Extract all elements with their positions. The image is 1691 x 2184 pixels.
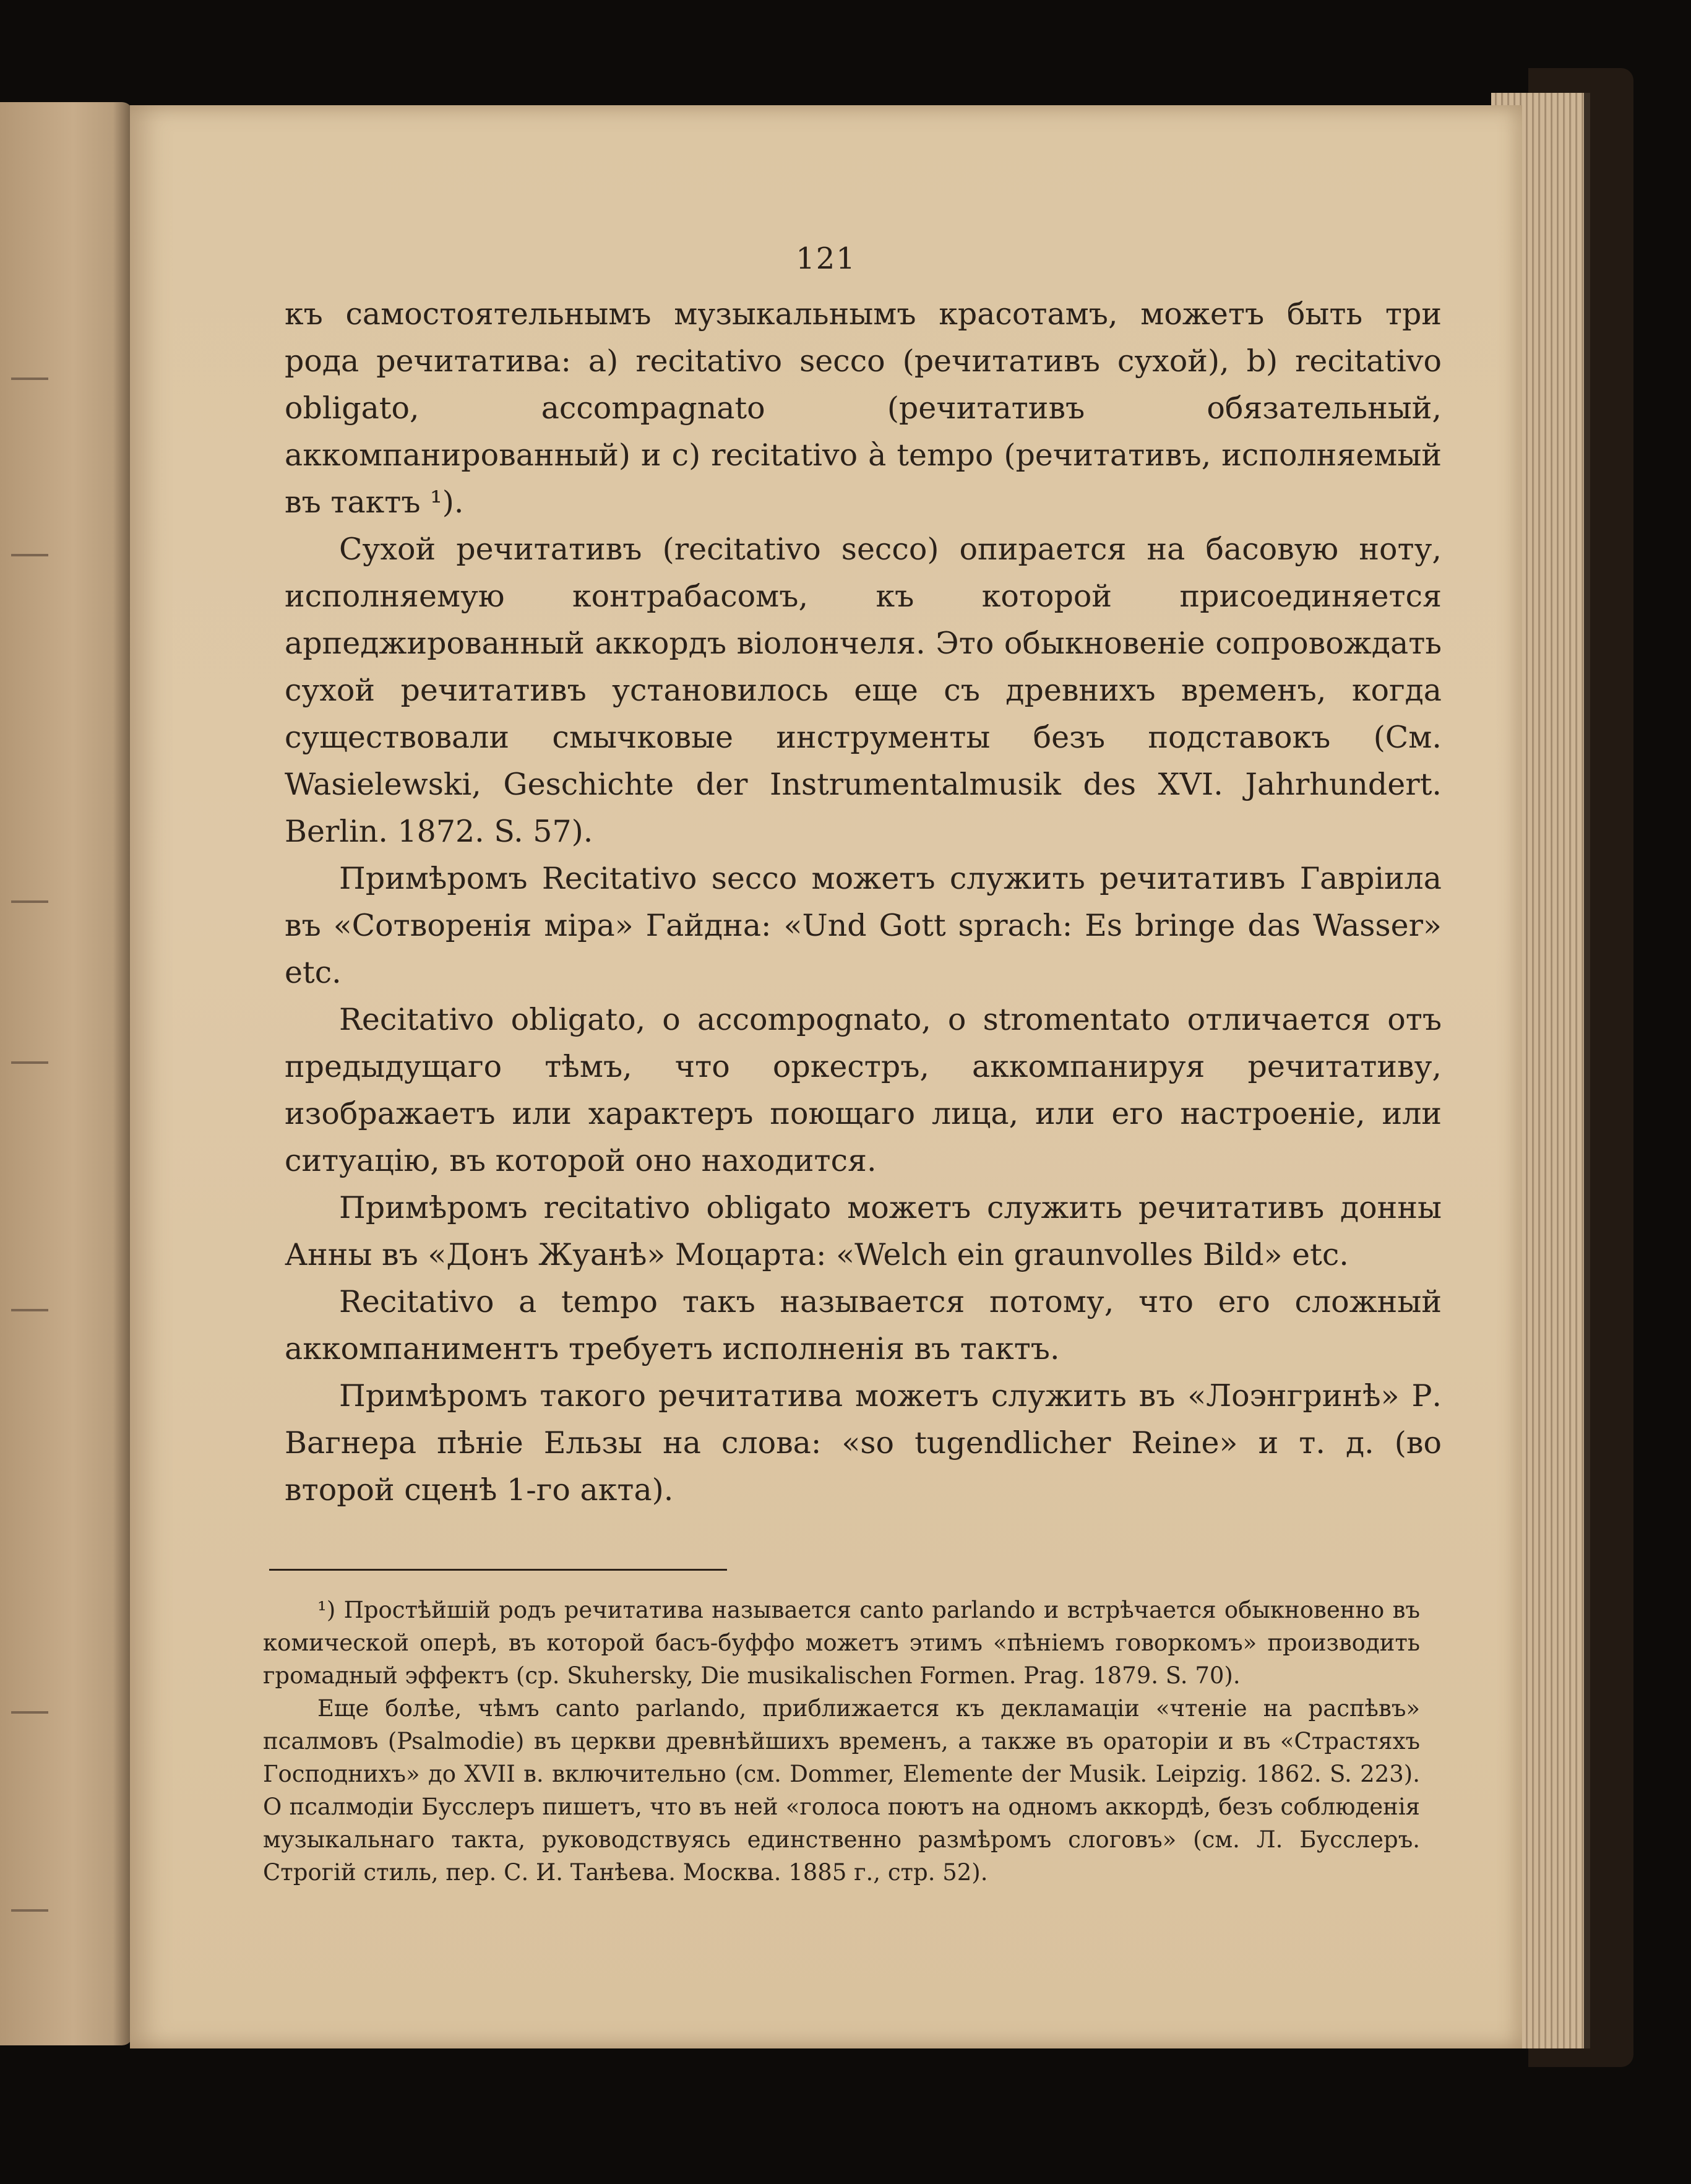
paragraph: Примѣромъ recitativo obligato можетъ служить речитативъ донны Анны въ «Донъ Жуанѣ» Моцарта: «Welch ein graunvolles Bild» etc.: [285, 1190, 1442, 1272]
page-number: 121: [796, 241, 856, 276]
book-page: [130, 105, 1522, 2048]
paragraph: къ самостоятельнымъ музыкальнымъ красотамъ, можетъ быть три рода речитатива: a) recitativo secco (речитативъ сухой), b) recitativo obligato, accompagnato (речитативъ обязательный, аккомпанированный) и c) recitativo à tempo (речитативъ, исполняемый въ тактъ ¹).: [285, 296, 1442, 520]
footnote-text: Простѣйшій родъ речитатива называется canto parlando и встрѣчается обыкновенно въ комической оперѣ, въ которой басъ-буффо можетъ этимъ «пѣніемъ говоркомъ» производить громадный эффектъ (ср. Skuhersky, Die musikalischen Formen. Prag. 1879. S. 70).: [263, 1597, 1420, 1689]
paragraph: Recitativo a tempo такъ называется потому, что его сложный аккомпаниментъ требуетъ исполненія въ тактъ.: [285, 1284, 1442, 1366]
left-page-text-fragment: [11, 1309, 48, 1311]
footnotes: [263, 1594, 1420, 1889]
left-page-text-fragment: [11, 900, 48, 903]
footnote-marker: ¹): [317, 1597, 336, 1623]
left-facing-page: [0, 102, 133, 2045]
footnote-divider: [269, 1569, 727, 1571]
footnote-continuation: Еще болѣе, чѣмъ canto parlando, приближается къ декламаціи «чтеніе на распѣвъ» псалмовъ (Psalmodie) въ церкви древнѣйшихъ временъ, а также въ ораторіи и въ «Страстяхъ Господнихъ» до XVII в. включительно (см. Dommer, Elemente der Musik. Leipzig. 1862. S. 223). О псалмодіи Бусслеръ пишетъ, что въ ней «голоса поютъ на одномъ аккордѣ, безъ соблюденія музыкальнаго такта, руководствуясь единственно размѣромъ слоговъ» (см. Л. Бусслеръ. Строгій стиль, пер. С. И. Танѣева. Москва. 1885 г., стр. 52).: [263, 1695, 1420, 1886]
main-text: [285, 291, 1442, 1514]
paragraph: Примѣромъ такого речитатива можетъ служить въ «Лоэнгринѣ» Р. Вагнера пѣніе Ельзы на слова: «so tugendlicher Reine» и т. д. (во второй сценѣ 1-го акта).: [285, 1378, 1442, 1508]
left-page-text-fragment: [11, 1909, 48, 1912]
left-page-text-fragment: [11, 378, 48, 380]
paragraph: Сухой речитативъ (recitativo secco) опирается на басовую ноту, исполняемую контрабасомъ, къ которой присоединяется арпеджированный аккордъ віолончеля. Это обыкновеніе сопровождать сухой речитативъ установилось еще съ древнихъ временъ, когда существовали смычковые инструменты безъ подставокъ (См. Wasielewski, Geschichte der Instrumentalmusik des XVI. Jahrhundert. Berlin. 1872. S. 57).: [285, 532, 1442, 849]
paragraph: Recitativo obligato, o accompognato, o stromentato отличается отъ предыдущаго тѣмъ, что оркестръ, аккомпанируя речитативу, изображаетъ или характеръ поющаго лица, или его настроеніе, или ситуацію, въ которой оно находится.: [285, 1002, 1442, 1178]
left-page-text-fragment: [11, 1061, 48, 1064]
paragraph: Примѣромъ Recitativo secco можетъ служить речитативъ Гавріила въ «Сотворенія міра» Гайдна: «Und Gott sprach: Es bringe das Wasser» etc.: [285, 861, 1442, 990]
left-page-text-fragment: [11, 554, 48, 556]
footnote: [263, 1594, 1420, 1692]
left-page-text-fragment: [11, 1711, 48, 1714]
